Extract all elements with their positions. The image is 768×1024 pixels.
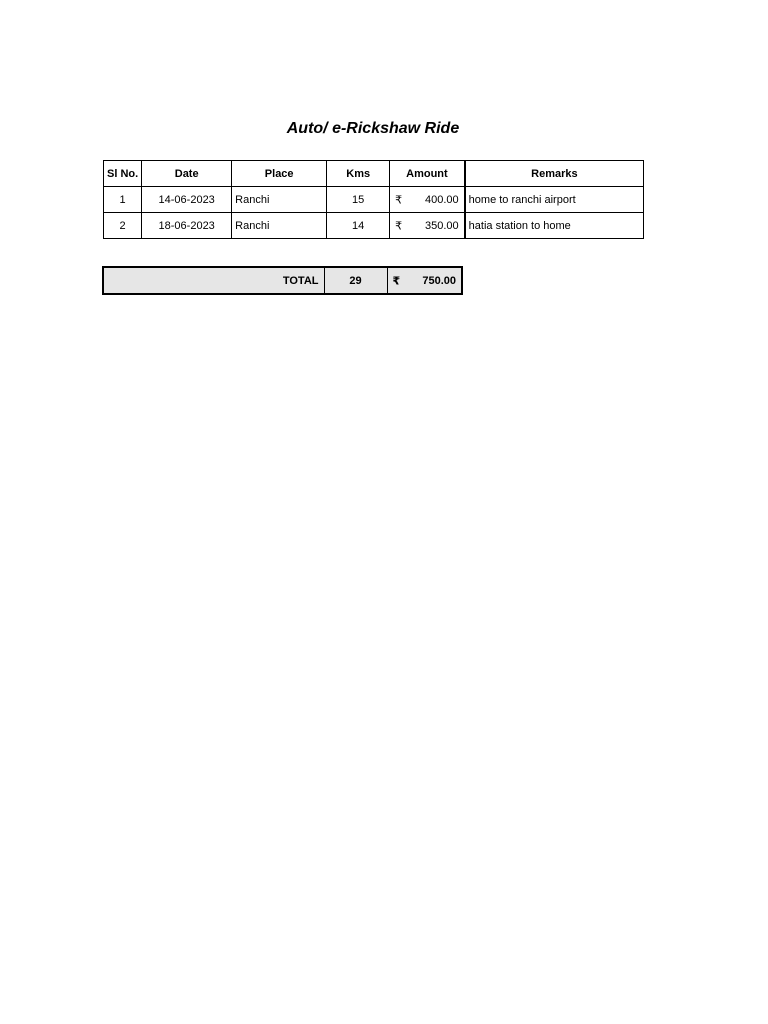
rupee-symbol: ₹ [392,275,401,287]
rupee-symbol: ₹ [395,194,403,206]
total-kms: 29 [324,267,387,294]
table-row [104,213,644,239]
total-row [103,267,462,294]
cell-amount [390,213,465,239]
cell-sl-no: 1 [104,187,142,213]
cell-remarks: hatia station to home [465,213,644,239]
header-place: Place [232,161,327,187]
header-kms: Kms [327,161,390,187]
amount-value: 350.00 [425,219,459,232]
cell-remarks: home to ranchi airport [465,187,644,213]
cell-sl-no: 2 [104,213,142,239]
amount-value: 400.00 [425,193,459,206]
total-table [102,266,463,295]
total-amount [387,267,462,294]
cell-kms: 14 [327,213,390,239]
header-remarks: Remarks [465,161,644,187]
header-amount: Amount [390,161,465,187]
total-amount-value: 750.00 [422,274,456,287]
table-row [104,187,644,213]
total-label: TOTAL [103,267,324,294]
page-title: Auto/ e-Rickshaw Ride [286,120,460,137]
rides-table [103,160,644,239]
rupee-symbol: ₹ [395,220,403,232]
cell-date: 14-06-2023 [142,187,232,213]
cell-date: 18-06-2023 [142,213,232,239]
cell-amount [390,187,465,213]
header-sl-no: Sl No. [104,161,142,187]
cell-place: Ranchi [232,213,327,239]
header-date: Date [142,161,232,187]
table-header-row [104,161,644,187]
cell-kms: 15 [327,187,390,213]
cell-place: Ranchi [232,187,327,213]
